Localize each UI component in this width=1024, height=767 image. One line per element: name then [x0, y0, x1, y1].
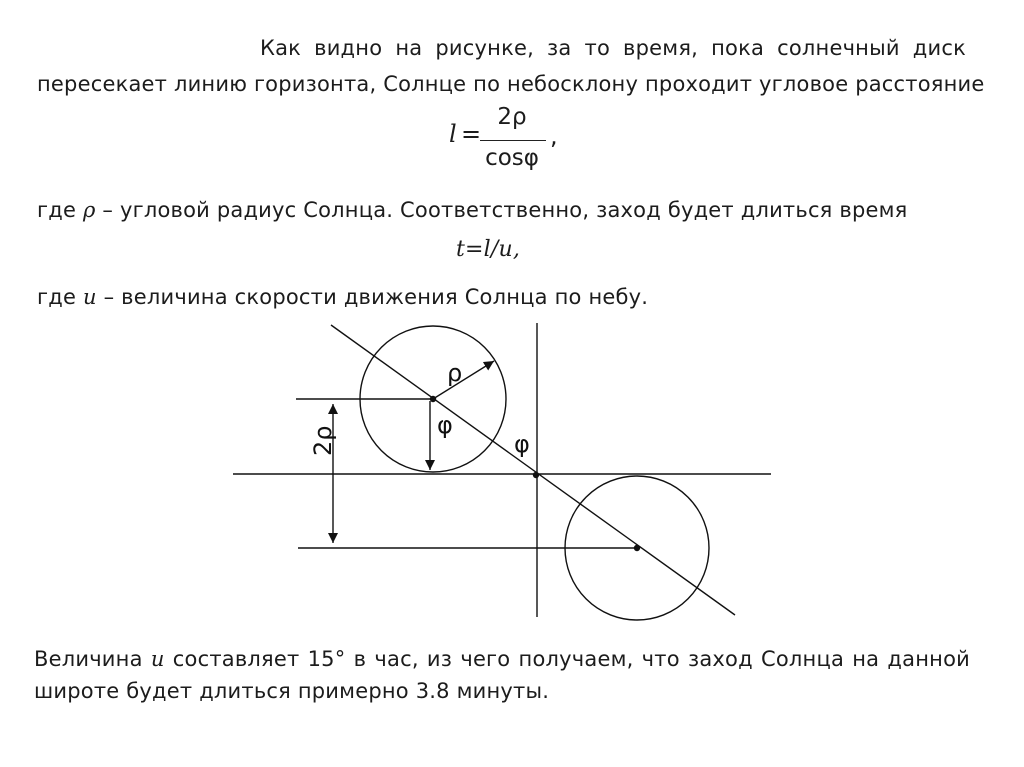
intersection-point	[533, 472, 539, 478]
formula-numerator: 2ρ	[497, 104, 527, 130]
radius-arrow	[433, 361, 494, 399]
paragraph-2-rest: – угловой радиус Солнца. Соответственно, заход будет длиться время	[102, 198, 908, 222]
label-phi-center: φ	[437, 411, 453, 439]
center-point-lower	[634, 545, 640, 551]
paragraph-1-line-1: Как видно на рисунке, за то время, пока солнечный диск	[260, 36, 966, 60]
formula-lhs: l	[449, 120, 457, 148]
paragraph-4-line-2: широте будет длиться примерно 3.8 минуты.	[34, 679, 550, 703]
center-point-upper	[430, 396, 436, 402]
formula-duration: t=l/u,	[456, 237, 521, 262]
paragraph-3-rest: – величина скорости движения Солнца по небу.	[103, 285, 649, 309]
paragraph-4-line-1	[34, 646, 970, 672]
formula-denominator: cosφ	[485, 145, 539, 171]
paragraph-4-word-b: составляет 15° в час, из чего получаем, что заход Солнца на данной	[172, 647, 970, 671]
u-symbol: u	[82, 285, 97, 309]
formula-equals: =	[461, 120, 482, 148]
u-symbol-2: u	[150, 647, 165, 671]
paragraph-2-prefix: где	[37, 198, 77, 222]
paragraph-1-line-2: пересекает линию горизонта, Солнце по небосклону проходит угловое расстояние	[37, 72, 985, 96]
formula-trailing-comma: ,	[550, 122, 558, 150]
label-rho: ρ	[447, 359, 463, 387]
paragraph-4-word-a: Величина	[34, 647, 143, 671]
rho-symbol: ρ	[82, 198, 96, 222]
label-phi-intersection: φ	[514, 430, 530, 458]
label-2rho: 2ρ	[309, 425, 337, 456]
sun-path-line	[331, 325, 735, 615]
paragraph-3-prefix: где	[37, 285, 77, 309]
